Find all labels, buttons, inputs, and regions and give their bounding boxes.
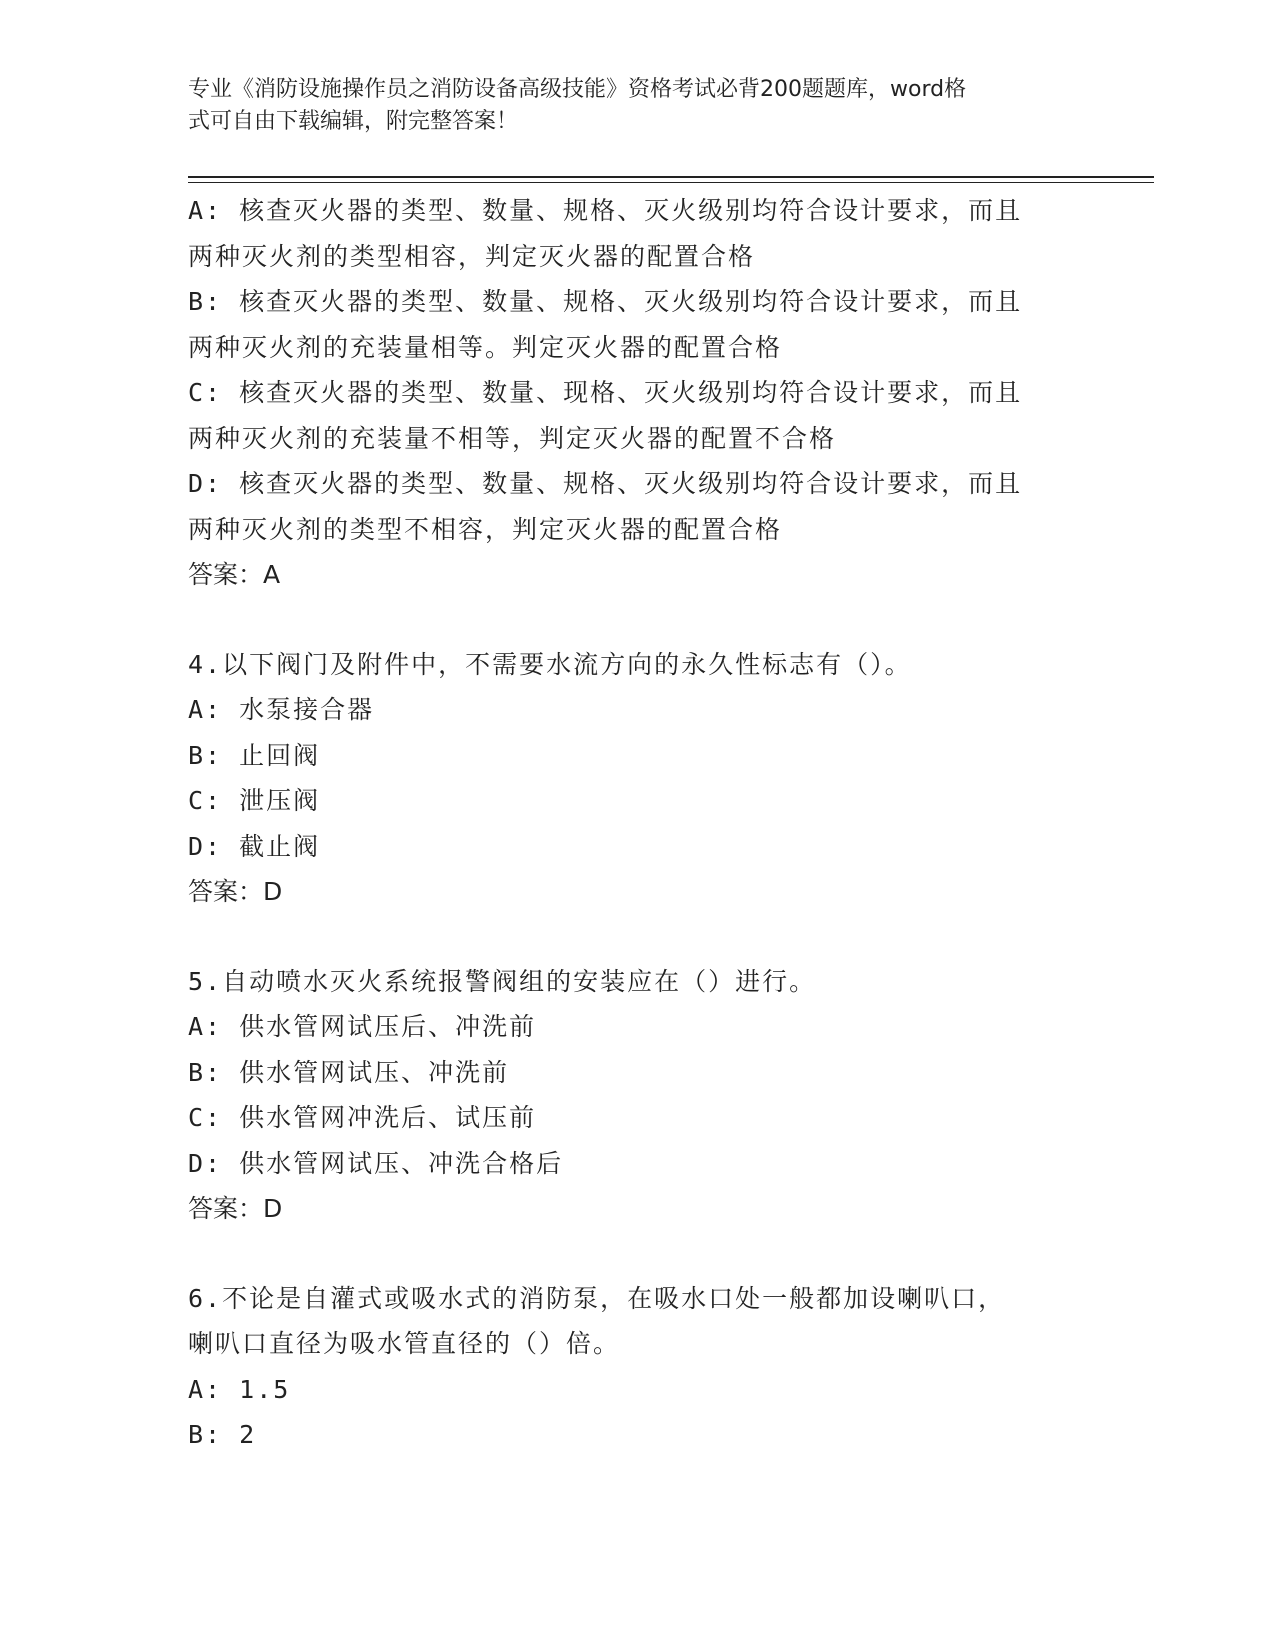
option-a: A: 供水管网试压后、冲洗前 xyxy=(188,1012,537,1041)
document-header xyxy=(188,74,1068,138)
option-c-line-2: 两种灭火剂的充装量不相等，判定灭火器的配置不合格 xyxy=(188,423,837,453)
header-rule-thin xyxy=(188,182,1154,183)
option-b-line-2: 两种灭火剂的充装量相等。判定灭火器的配置合格 xyxy=(188,332,783,362)
option-b: B: 供水管网试压、冲洗前 xyxy=(188,1057,510,1087)
option-a: A: 水泵接合器 xyxy=(188,695,375,724)
question-text-line-2: 喇叭口直径为吸水管直径的（）倍。 xyxy=(188,1329,621,1358)
option-d-line-1: D: 核查灭火器的类型、数量、规格、灭火级别均符合设计要求，而且 xyxy=(188,469,1023,498)
question-3 xyxy=(188,188,1088,598)
question-6 xyxy=(188,1276,1088,1458)
header-line-2: 式可自由下载编辑，附完整答案！ xyxy=(188,109,519,134)
option-a-line-1: A: 核查灭火器的类型、数量、规格、灭火级别均符合设计要求，而且 xyxy=(188,196,1023,225)
question-text: 4.以下阀门及附件中，不需要水流方向的永久性标志有（）。 xyxy=(188,649,912,679)
option-b: B: 止回阀 xyxy=(188,740,321,770)
option-c-line-1: C: 核查灭火器的类型、数量、现格、灭火级别均符合设计要求，而且 xyxy=(188,378,1023,407)
option-a-line-2: 两种灭火剂的类型相容，判定灭火器的配置合格 xyxy=(188,241,756,271)
answer: 答案：D xyxy=(188,1194,283,1223)
header-line-1: 专业《消防设施操作员之消防设备高级技能》资格考试必背200题题库，word格 xyxy=(188,77,967,102)
question-5 xyxy=(188,959,1088,1232)
option-d: D: 截止阀 xyxy=(188,831,321,861)
option-c: C: 供水管网冲洗后、试压前 xyxy=(188,1103,537,1132)
question-text: 5.自动喷水灭火系统报警阀组的安装应在（）进行。 xyxy=(188,966,817,996)
header-rule-thick xyxy=(188,176,1154,178)
answer: 答案：A xyxy=(188,560,281,589)
document-body xyxy=(188,188,1088,1458)
option-a: A: 1.5 xyxy=(188,1374,291,1404)
question-text-line-1: 6.不论是自灌式或吸水式的消防泵，在吸水口处一般都加设喇叭口， xyxy=(188,1283,1006,1313)
option-b: B: 2 xyxy=(188,1420,257,1449)
option-c: C: 泄压阀 xyxy=(188,786,321,815)
question-4 xyxy=(188,642,1088,915)
answer: 答案：D xyxy=(188,877,283,906)
option-d: D: 供水管网试压、冲洗合格后 xyxy=(188,1148,564,1178)
option-b-line-1: B: 核查灭火器的类型、数量、规格、灭火级别均符合设计要求，而且 xyxy=(188,287,1023,316)
option-d-line-2: 两种灭火剂的类型不相容，判定灭火器的配置合格 xyxy=(188,514,783,544)
